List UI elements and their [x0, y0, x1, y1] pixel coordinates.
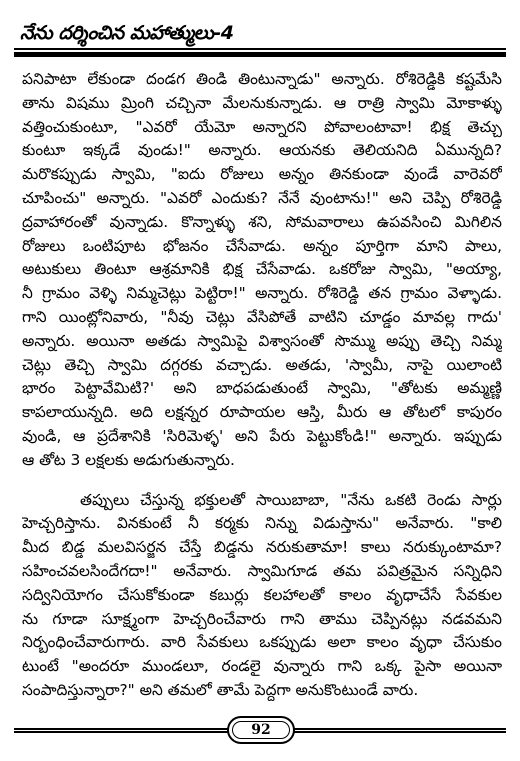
page-number-badge: [227, 716, 295, 744]
page-header: [0, 0, 520, 58]
text-line: ఆ తోట 3 లక్షలకు అడుగుతున్నారు.: [22, 450, 235, 469]
text-line: అటుకులు తింటూ ఆశ్రమానికి భిక్ష చేసేవాడు. ఒకరోజు స్వామి, "అయ్యా,: [22, 260, 502, 279]
text-line: తప్పులు చేస్తున్న భక్తులతో సాయిబాబా, "నేను ఒకటి రెండు సార్లు: [80, 490, 502, 509]
body-text: [22, 68, 502, 703]
text-line: సంపాదిస్తున్నారా?" అని తమలో తామే పెద్దగా అనుకొంటుండే వారు.: [22, 680, 419, 699]
text-line: మరొకప్పుడు స్వామి, "ఐదు రోజులు అన్నం తినకుండా వుండే వారెవరో: [22, 165, 502, 184]
header-rule-thin: [14, 48, 506, 50]
text-line: నిర్బంధించేవారుగారు. వారి సేవకులు ఒకప్పుడు అలా కాలం వృధా చేసుకుం: [22, 633, 502, 652]
header-rule-thick: [14, 52, 506, 57]
text-line: కాపలాయున్నది. అది లక్షన్నర రూపాయల ఆస్తి, మీరు ఆ తోటలో కాపురం: [22, 403, 502, 422]
text-line: తాను విషము మ్రింగి చచ్చినా మేలనుకున్నాడు. ఆ రాత్రి స్వామి మోకాళ్ళు: [22, 93, 502, 112]
text-line: రోజులు ఒంటిపూట భోజనం చేసేవాడు. అన్నం పూర్తిగా మాని పాలు,: [22, 236, 502, 255]
text-line: మీద బిడ్డ మలవిసర్జన చేస్తే బిడ్డను నరుకుతామా! కాలు నరుక్కుంటామా?: [22, 538, 502, 557]
running-title: నేను దర్శించిన మహాత్ములు-4: [20, 22, 234, 44]
text-line: వత్తించుకుంటూ, "ఎవరో యేమో అన్నారని పోవాలంటావా! భిక్ష తెచ్చు: [22, 117, 502, 136]
text-line: వుండి, ఆ ప్రదేశానికి 'సిరిమెళ్ళ' అని పేరు పెట్టుకోండి!" అన్నారు. ఇప్పుడు: [22, 426, 502, 445]
page-footer: [0, 708, 520, 761]
text-line: భారం పెట్టావేమిటి?' అని బాధపడుతుంటే స్వామి, "తోటకు అమ్మణ్ణి: [22, 379, 502, 398]
text-line: చెట్లు తెచ్చి స్వామి దగ్గరకు వచ్చాడు. అతడు, 'స్వామీ, నాపై యిలాంటి: [22, 355, 502, 374]
text-line: ద్రవాహారంతో వున్నాడు. కొన్నాళ్ళు శని, సోమవారాలు ఉపవసించి మిగిలిన: [22, 212, 502, 231]
text-line: సహించవలసిందేగదా!" అనేవారు. స్వామిగూడ తమ పవిత్రమైన సన్నిధిని: [22, 561, 502, 580]
text-line: కుంటూ ఇక్కడే వుండు!" అన్నారు. ఆయనకు తెలియనిది ఏమున్నది?: [22, 141, 502, 160]
page-number: 92: [232, 721, 290, 739]
paragraph: [22, 68, 502, 473]
text-line: చూపించు" అన్నారు. "ఎవరో ఎందుకు? నేనే వుంటాను!" అని చెప్పి రోశిరెడ్డి: [22, 188, 502, 207]
text-line: ను గూడా సూక్ష్మంగా హెచ్చరించేవారు గాని తాము చెప్పినట్లు నడవమని: [22, 609, 502, 628]
text-line: టుంటే "అందరూ ముండలూ, రండలై వున్నారు గాని ఒక్క పైసా అయినా: [22, 657, 502, 676]
paragraph-gap: [22, 473, 502, 489]
text-line: సద్వినియోగం చేసుకోకుండా కబుర్లు కలహాలతో కాలం వృధాచేసే సేవకుల: [22, 585, 502, 604]
text-line: అన్నారు. అయినా అతడు స్వామిపై విశ్వాసంతో సొమ్ము అప్పు తెచ్చి నిమ్మ: [22, 331, 502, 350]
text-line: పనిపాటా లేకుండా దండగ తిండి తింటున్నాడు" అన్నారు. రోశిరెడ్డికి కష్టమేసి: [22, 70, 502, 88]
text-line: గాని యింట్లోనివారు, "నీవు చెట్లు వేసిపోతే వాటిని చూడ్డం మావల్ల గాదు': [22, 307, 502, 326]
paragraph: [22, 489, 502, 703]
text-line: హెచ్చరిస్తాను. వినకుంటే నీ కర్మకు నిన్ను విడుస్తాను" అనేవారు. "కాలి: [22, 514, 502, 533]
text-line: నీ గ్రామం వెళ్ళి నిమ్మచెట్లు పెట్టిరా!" అన్నారు. రోశిరెడ్డి తన గ్రామం వెళ్ళాడు.: [22, 284, 502, 303]
